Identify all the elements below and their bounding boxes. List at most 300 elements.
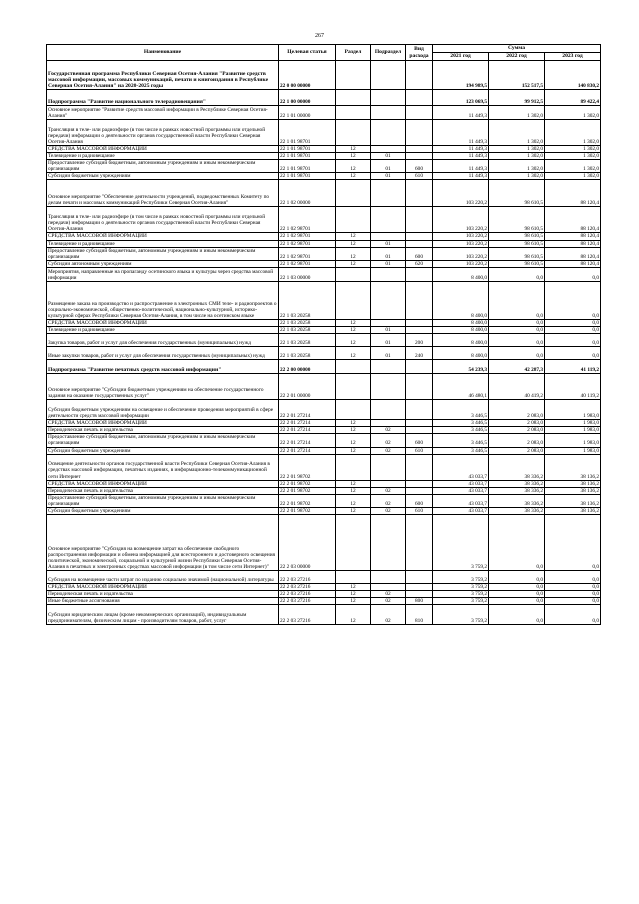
cell-expense-type bbox=[406, 427, 433, 434]
cell-2022: 38 336,2 bbox=[489, 487, 545, 494]
cell-target: 22 2 01 27214 bbox=[279, 420, 336, 427]
cell-name: Подпрограмма "Развитие печатных средств массовой информации" bbox=[47, 360, 279, 374]
cell-2022: 2 083,0 bbox=[489, 447, 545, 454]
cell-name: Субсидии юридическим лицам (кроме некоммерческих организаций), индивидуальным предпринимателям, физическим лицам - производителям товаров, работ, услуг bbox=[47, 605, 279, 625]
cell-name: Периодическая печать и издательства bbox=[47, 427, 279, 434]
cell-2021: 103 220,2 bbox=[433, 233, 489, 240]
cell-expense-type bbox=[406, 400, 433, 420]
cell-name: Телевидение и радиовещание bbox=[47, 153, 279, 160]
cell-expense-type: 200 bbox=[406, 334, 433, 347]
table-row bbox=[47, 494, 601, 507]
cell-subsection: 02 bbox=[371, 598, 406, 605]
cell-name: СРЕДСТВА МАССОВОЙ ИНФОРМАЦИИ bbox=[47, 146, 279, 153]
cell-section: 12 bbox=[336, 247, 371, 260]
cell-2021: 8 400,0 bbox=[433, 327, 489, 334]
cell-section bbox=[336, 281, 371, 319]
cell-2021: 11 449,3 bbox=[433, 160, 489, 173]
cell-name: СРЕДСТВА МАССОВОЙ ИНФОРМАЦИИ bbox=[47, 480, 279, 487]
cell-target: 22 2 01 98702 bbox=[279, 487, 336, 494]
cell-name: Государственная программа Республики Северная Осетия-Алания "Развитие средств массовой информации, массовых коммуникаций, печати и книгоиздания в Республике Северная Осетия-Алания" на 2020-2025 годы bbox=[47, 61, 279, 90]
cell-subsection bbox=[371, 267, 406, 281]
cell-subsection: 01 bbox=[371, 347, 406, 360]
table-row bbox=[47, 400, 601, 420]
cell-expense-type bbox=[406, 374, 433, 400]
table-row bbox=[47, 427, 601, 434]
cell-2021: 43 033,7 bbox=[433, 507, 489, 514]
cell-subsection: 01 bbox=[371, 260, 406, 267]
cell-2021: 3 759,2 bbox=[433, 571, 489, 584]
cell-target: 22 2 01 98702 bbox=[279, 480, 336, 487]
cell-name: Субсидия на возмещение части затрат по изданию социально значимой (национальной) литературы bbox=[47, 571, 279, 584]
table-row bbox=[47, 240, 601, 247]
cell-2021: 8 400,0 bbox=[433, 347, 489, 360]
cell-name: Основное мероприятие "Обеспечение деятельности учреждений, подведомственных Комитету по делам печати и массовых коммуникаций Республики Северная Осетия-Алания" bbox=[47, 180, 279, 207]
cell-target: 22 1 02 98701 bbox=[279, 260, 336, 267]
table-row bbox=[47, 207, 601, 233]
cell-target: 22 1 01 98701 bbox=[279, 120, 336, 146]
cell-target: 22 2 03 00000 bbox=[279, 515, 336, 571]
cell-name: Субсидии бюджетным учреждениям bbox=[47, 447, 279, 454]
table-row bbox=[47, 591, 601, 598]
cell-2022: 1 302,0 bbox=[489, 153, 545, 160]
cell-2022: 98 610,5 bbox=[489, 240, 545, 247]
cell-expense-type bbox=[406, 360, 433, 374]
cell-target: 22 1 01 98701 bbox=[279, 153, 336, 160]
cell-2021: 43 033,7 bbox=[433, 480, 489, 487]
cell-section: 12 bbox=[336, 591, 371, 598]
table-row bbox=[47, 374, 601, 400]
table-row bbox=[47, 173, 601, 180]
cell-subsection: 02 bbox=[371, 434, 406, 447]
cell-2023: 1 302,0 bbox=[545, 120, 601, 146]
cell-2023: 1 983,0 bbox=[545, 420, 601, 427]
cell-name: Иные бюджетные ассигнования bbox=[47, 598, 279, 605]
header-subsection: Подраздел bbox=[371, 45, 406, 61]
cell-name: СРЕДСТВА МАССОВОЙ ИНФОРМАЦИИ bbox=[47, 319, 279, 326]
header-2022: 2022 год bbox=[489, 53, 545, 61]
cell-target: 22 2 01 00000 bbox=[279, 374, 336, 400]
cell-subsection bbox=[371, 281, 406, 319]
header-expense-type: Вид расхода bbox=[406, 45, 433, 61]
cell-target: 22 2 01 27214 bbox=[279, 427, 336, 434]
cell-expense-type bbox=[406, 515, 433, 571]
cell-2023: 1 983,0 bbox=[545, 434, 601, 447]
cell-2022: 0,0 bbox=[489, 598, 545, 605]
cell-name: Подпрограмма "Развитие национального телерадиовещания" bbox=[47, 90, 279, 106]
cell-2021: 3 759,2 bbox=[433, 598, 489, 605]
cell-name: Основное мероприятие "Развитие средств массовой информации в Республике Северная Осетия-Алания" bbox=[47, 106, 279, 120]
cell-2023: 1 302,0 bbox=[545, 106, 601, 120]
cell-expense-type bbox=[406, 207, 433, 233]
cell-target: 22 1 02 00000 bbox=[279, 180, 336, 207]
cell-section bbox=[336, 360, 371, 374]
cell-section bbox=[336, 120, 371, 146]
cell-section: 12 bbox=[336, 605, 371, 625]
cell-2023: 0,0 bbox=[545, 571, 601, 584]
cell-target: 22 1 03 20258 bbox=[279, 347, 336, 360]
cell-target: 22 1 02 98701 bbox=[279, 240, 336, 247]
cell-2022: 2 083,0 bbox=[489, 420, 545, 427]
table-row bbox=[47, 281, 601, 319]
cell-2022: 98 610,5 bbox=[489, 247, 545, 260]
cell-section bbox=[336, 454, 371, 480]
cell-section: 12 bbox=[336, 420, 371, 427]
cell-name: СРЕДСТВА МАССОВОЙ ИНФОРМАЦИИ bbox=[47, 584, 279, 591]
table-row bbox=[47, 334, 601, 347]
cell-subsection bbox=[371, 374, 406, 400]
cell-2021: 43 033,7 bbox=[433, 454, 489, 480]
cell-2021: 103 220,2 bbox=[433, 240, 489, 247]
cell-subsection bbox=[371, 360, 406, 374]
cell-2023: 0,0 bbox=[545, 584, 601, 591]
cell-2022: 2 083,0 bbox=[489, 434, 545, 447]
table-row bbox=[47, 233, 601, 240]
cell-section bbox=[336, 106, 371, 120]
cell-subsection bbox=[371, 571, 406, 584]
cell-2022: 1 302,0 bbox=[489, 160, 545, 173]
cell-subsection: 01 bbox=[371, 160, 406, 173]
cell-2023: 0,0 bbox=[545, 327, 601, 334]
cell-section: 12 bbox=[336, 153, 371, 160]
cell-target: 22 2 03 27216 bbox=[279, 571, 336, 584]
cell-2021: 11 449,3 bbox=[433, 173, 489, 180]
cell-2021: 11 449,3 bbox=[433, 146, 489, 153]
cell-section: 12 bbox=[336, 347, 371, 360]
cell-name: Иные закупки товаров, работ и услуг для обеспечения государственных (муниципальных) нужд bbox=[47, 347, 279, 360]
table-row bbox=[47, 420, 601, 427]
table-row bbox=[47, 584, 601, 591]
cell-target: 22 2 01 98702 bbox=[279, 454, 336, 480]
header-section: Раздел bbox=[336, 45, 371, 61]
cell-expense-type bbox=[406, 90, 433, 106]
cell-target: 22 1 02 98701 bbox=[279, 233, 336, 240]
table-row bbox=[47, 146, 601, 153]
cell-2023: 40 119,2 bbox=[545, 374, 601, 400]
cell-2021: 11 449,3 bbox=[433, 120, 489, 146]
cell-2023: 38 136,2 bbox=[545, 454, 601, 480]
table-row bbox=[47, 61, 601, 90]
header-2021: 2021 год bbox=[433, 53, 489, 61]
cell-name: Субсидии бюджетным учреждениям bbox=[47, 507, 279, 514]
cell-2021: 3 446,5 bbox=[433, 400, 489, 420]
cell-2022: 0,0 bbox=[489, 571, 545, 584]
cell-2021: 103 220,2 bbox=[433, 260, 489, 267]
cell-expense-type bbox=[406, 454, 433, 480]
cell-subsection bbox=[371, 207, 406, 233]
cell-2022: 98 610,5 bbox=[489, 233, 545, 240]
cell-2021: 11 449,3 bbox=[433, 153, 489, 160]
cell-subsection bbox=[371, 319, 406, 326]
table-row bbox=[47, 360, 601, 374]
cell-expense-type: 600 bbox=[406, 160, 433, 173]
cell-2022: 40 419,2 bbox=[489, 374, 545, 400]
cell-2021: 103 220,2 bbox=[433, 207, 489, 233]
cell-section: 12 bbox=[336, 494, 371, 507]
cell-expense-type bbox=[406, 180, 433, 207]
table-row bbox=[47, 605, 601, 625]
cell-subsection bbox=[371, 400, 406, 420]
cell-subsection: 02 bbox=[371, 605, 406, 625]
cell-name: Предоставление субсидий бюджетным, автономным учреждениям и иным некоммерческим организациям bbox=[47, 247, 279, 260]
cell-target: 22 2 03 27216 bbox=[279, 591, 336, 598]
cell-2022: 0,0 bbox=[489, 605, 545, 625]
cell-expense-type: 240 bbox=[406, 347, 433, 360]
cell-expense-type bbox=[406, 146, 433, 153]
cell-expense-type: 610 bbox=[406, 173, 433, 180]
cell-target: 22 1 02 98701 bbox=[279, 207, 336, 233]
table-row bbox=[47, 247, 601, 260]
cell-2021: 43 033,7 bbox=[433, 494, 489, 507]
cell-expense-type bbox=[406, 319, 433, 326]
cell-subsection: 01 bbox=[371, 247, 406, 260]
cell-expense-type bbox=[406, 591, 433, 598]
cell-name: Телевидение и радиовещание bbox=[47, 240, 279, 247]
table-row bbox=[47, 347, 601, 360]
table-row bbox=[47, 319, 601, 326]
cell-2023: 41 119,2 bbox=[545, 360, 601, 374]
cell-section bbox=[336, 374, 371, 400]
cell-target: 22 1 02 98701 bbox=[279, 247, 336, 260]
cell-name: Закупка товаров, работ и услуг для обеспечения государственных (муниципальных) нужд bbox=[47, 334, 279, 347]
cell-subsection: 01 bbox=[371, 240, 406, 247]
cell-expense-type bbox=[406, 267, 433, 281]
cell-2021: 8 400,0 bbox=[433, 267, 489, 281]
table-row bbox=[47, 598, 601, 605]
cell-2023: 0,0 bbox=[545, 515, 601, 571]
cell-section bbox=[336, 267, 371, 281]
cell-subsection: 02 bbox=[371, 507, 406, 514]
cell-section bbox=[336, 207, 371, 233]
cell-2022: 98 610,5 bbox=[489, 180, 545, 207]
cell-section bbox=[336, 400, 371, 420]
cell-2021: 3 446,5 bbox=[433, 434, 489, 447]
cell-expense-type bbox=[406, 106, 433, 120]
cell-section: 12 bbox=[336, 427, 371, 434]
cell-subsection bbox=[371, 515, 406, 571]
cell-expense-type bbox=[406, 571, 433, 584]
cell-name: Предоставление субсидий бюджетным, автономным учреждениям и иным некоммерческим организациям bbox=[47, 494, 279, 507]
cell-2021: 123 069,5 bbox=[433, 90, 489, 106]
cell-2023: 88 120,4 bbox=[545, 260, 601, 267]
cell-2023: 0,0 bbox=[545, 605, 601, 625]
cell-2022: 0,0 bbox=[489, 281, 545, 319]
cell-2022: 38 336,2 bbox=[489, 480, 545, 487]
table-row bbox=[47, 571, 601, 584]
cell-section bbox=[336, 571, 371, 584]
table-row bbox=[47, 480, 601, 487]
cell-2022: 1 302,0 bbox=[489, 120, 545, 146]
cell-target: 22 2 01 27214 bbox=[279, 400, 336, 420]
cell-name: Основное мероприятие "Субсидия на возмещение затрат на обеспечение свободного распространения информации и обмена информацией для всестороннего и достоверного освещения политической, экономической, социальной и культурной жизни Республики Северная Осетия-Алания в печатных и электронных средствах массовой информации (в том числе сети Интернет)" bbox=[47, 515, 279, 571]
cell-2021: 3 446,5 bbox=[433, 427, 489, 434]
header-2023: 2023 год bbox=[545, 53, 601, 61]
cell-2022: 1 302,0 bbox=[489, 146, 545, 153]
cell-2023: 0,0 bbox=[545, 334, 601, 347]
cell-2022: 42 287,3 bbox=[489, 360, 545, 374]
cell-subsection: 02 bbox=[371, 427, 406, 434]
cell-2022: 0,0 bbox=[489, 591, 545, 598]
cell-subsection bbox=[371, 420, 406, 427]
cell-expense-type: 600 bbox=[406, 247, 433, 260]
cell-expense-type: 810 bbox=[406, 605, 433, 625]
cell-expense-type bbox=[406, 233, 433, 240]
table-row bbox=[47, 260, 601, 267]
cell-subsection bbox=[371, 454, 406, 480]
cell-expense-type: 600 bbox=[406, 434, 433, 447]
cell-2023: 88 120,4 bbox=[545, 240, 601, 247]
cell-section: 12 bbox=[336, 584, 371, 591]
cell-2021: 3 759,2 bbox=[433, 515, 489, 571]
cell-subsection bbox=[371, 146, 406, 153]
cell-2021: 3 759,2 bbox=[433, 591, 489, 598]
cell-expense-type bbox=[406, 240, 433, 247]
page-number: 267 bbox=[315, 33, 324, 39]
cell-section: 12 bbox=[336, 434, 371, 447]
cell-expense-type bbox=[406, 480, 433, 487]
cell-2022: 38 336,2 bbox=[489, 454, 545, 480]
cell-expense-type bbox=[406, 120, 433, 146]
cell-name: Предоставление субсидий бюджетным, автономным учреждениям и иным некоммерческим организациям bbox=[47, 434, 279, 447]
cell-target: 22 2 01 27214 bbox=[279, 434, 336, 447]
table-row bbox=[47, 153, 601, 160]
cell-2021: 3 759,2 bbox=[433, 584, 489, 591]
cell-2021: 8 400,0 bbox=[433, 281, 489, 319]
cell-section: 12 bbox=[336, 480, 371, 487]
table-row bbox=[47, 507, 601, 514]
cell-target: 22 1 01 00000 bbox=[279, 106, 336, 120]
cell-name: Размещение заказа на производство и распространение в электронных СМИ теле- и радиопроектов о социально-экономической, общественно-политической, национально-культурной, историко-культурной сферах Республики Северная Осетия-Алания, в том числе на осетинском языке bbox=[47, 281, 279, 319]
cell-2021: 46 480,1 bbox=[433, 374, 489, 400]
cell-name: Освещение деятельности органов государственной власти Республики Северная Осетия-Алания в средствах массовой информации, печатных изданиях, в информационно-телекоммуникационной сети Интернет bbox=[47, 454, 279, 480]
table-row bbox=[47, 327, 601, 334]
cell-target: 22 1 01 98701 bbox=[279, 146, 336, 153]
cell-2021: 3 759,2 bbox=[433, 605, 489, 625]
cell-subsection: 01 bbox=[371, 153, 406, 160]
cell-2022: 98 610,5 bbox=[489, 207, 545, 233]
cell-name: СРЕДСТВА МАССОВОЙ ИНФОРМАЦИИ bbox=[47, 420, 279, 427]
cell-expense-type bbox=[406, 584, 433, 591]
cell-subsection bbox=[371, 120, 406, 146]
cell-target: 22 1 00 00000 bbox=[279, 90, 336, 106]
cell-section: 12 bbox=[336, 173, 371, 180]
cell-target: 22 1 03 00000 bbox=[279, 267, 336, 281]
cell-section: 12 bbox=[336, 598, 371, 605]
cell-name: Субсидии бюджетным учреждениям bbox=[47, 173, 279, 180]
cell-subsection: 02 bbox=[371, 447, 406, 454]
cell-subsection: 02 bbox=[371, 591, 406, 598]
cell-2023: 1 983,0 bbox=[545, 447, 601, 454]
cell-target: 22 1 03 20258 bbox=[279, 319, 336, 326]
cell-expense-type bbox=[406, 153, 433, 160]
cell-target: 22 2 03 27216 bbox=[279, 584, 336, 591]
cell-expense-type: 620 bbox=[406, 260, 433, 267]
cell-2023: 1 302,0 bbox=[545, 160, 601, 173]
cell-section bbox=[336, 61, 371, 90]
table-row bbox=[47, 180, 601, 207]
cell-name: Трансляция в теле- или радиоэфире (в том числе в рамках новостной программы или отдельной передачи) информации о деятельности органов государственной власти Республики Северная Осетия-Алания bbox=[47, 207, 279, 233]
cell-target: 22 2 03 27216 bbox=[279, 598, 336, 605]
cell-section: 12 bbox=[336, 447, 371, 454]
cell-2021: 194 989,5 bbox=[433, 61, 489, 90]
cell-2021: 103 220,2 bbox=[433, 180, 489, 207]
cell-2023: 0,0 bbox=[545, 281, 601, 319]
cell-section: 12 bbox=[336, 487, 371, 494]
cell-2023: 88 120,4 bbox=[545, 180, 601, 207]
cell-2021: 43 033,7 bbox=[433, 487, 489, 494]
cell-section: 12 bbox=[336, 334, 371, 347]
cell-2022: 0,0 bbox=[489, 334, 545, 347]
cell-subsection: 01 bbox=[371, 173, 406, 180]
table-row bbox=[47, 90, 601, 106]
cell-subsection: 01 bbox=[371, 334, 406, 347]
table-row bbox=[47, 267, 601, 281]
header-sum: Сумма bbox=[433, 45, 601, 53]
header-name: Наименование bbox=[47, 45, 279, 61]
cell-target: 22 1 03 20258 bbox=[279, 334, 336, 347]
cell-2023: 88 120,4 bbox=[545, 233, 601, 240]
cell-section: 12 bbox=[336, 160, 371, 173]
cell-expense-type bbox=[406, 281, 433, 319]
cell-2022: 0,0 bbox=[489, 347, 545, 360]
cell-expense-type: 600 bbox=[406, 494, 433, 507]
cell-expense-type bbox=[406, 61, 433, 90]
cell-2022: 2 083,0 bbox=[489, 400, 545, 420]
cell-target: 22 2 01 27214 bbox=[279, 447, 336, 454]
cell-2022: 1 302,0 bbox=[489, 173, 545, 180]
cell-section bbox=[336, 180, 371, 207]
table-body bbox=[47, 61, 601, 625]
cell-subsection bbox=[371, 180, 406, 207]
table-row bbox=[47, 454, 601, 480]
cell-expense-type bbox=[406, 420, 433, 427]
cell-2021: 3 446,5 bbox=[433, 420, 489, 427]
cell-2023: 88 120,4 bbox=[545, 247, 601, 260]
cell-2021: 8 400,0 bbox=[433, 319, 489, 326]
cell-2022: 0,0 bbox=[489, 267, 545, 281]
cell-subsection: 02 bbox=[371, 494, 406, 507]
cell-2022: 1 302,0 bbox=[489, 106, 545, 120]
cell-section: 12 bbox=[336, 240, 371, 247]
cell-section bbox=[336, 515, 371, 571]
cell-2021: 11 449,3 bbox=[433, 106, 489, 120]
cell-subsection: 01 bbox=[371, 327, 406, 334]
cell-expense-type: 610 bbox=[406, 507, 433, 514]
cell-2022: 38 336,2 bbox=[489, 494, 545, 507]
cell-2023: 0,0 bbox=[545, 598, 601, 605]
cell-2023: 38 136,2 bbox=[545, 480, 601, 487]
cell-section: 12 bbox=[336, 233, 371, 240]
cell-2022: 38 336,2 bbox=[489, 507, 545, 514]
cell-name: Субсидии бюджетным учреждениям на освещение и обеспечение проведения мероприятий в сфере деятельности средств массовой информации bbox=[47, 400, 279, 420]
cell-subsection bbox=[371, 584, 406, 591]
cell-section: 12 bbox=[336, 507, 371, 514]
cell-name: Мероприятия, направленные на пропаганду осетинского языка и культуры через средства массовой информации bbox=[47, 267, 279, 281]
cell-target: 22 1 01 98701 bbox=[279, 160, 336, 173]
cell-2023: 38 136,2 bbox=[545, 487, 601, 494]
cell-subsection bbox=[371, 233, 406, 240]
cell-2023: 0,0 bbox=[545, 267, 601, 281]
budget-table bbox=[46, 44, 601, 625]
cell-2022: 0,0 bbox=[489, 584, 545, 591]
cell-target: 22 2 01 98702 bbox=[279, 507, 336, 514]
cell-name: Периодическая печать и издательства bbox=[47, 591, 279, 598]
cell-target: 22 1 03 20258 bbox=[279, 327, 336, 334]
table-row bbox=[47, 515, 601, 571]
cell-name: СРЕДСТВА МАССОВОЙ ИНФОРМАЦИИ bbox=[47, 233, 279, 240]
cell-name: Предоставление субсидий бюджетным, автономным учреждениям и иным некоммерческим организациям bbox=[47, 160, 279, 173]
cell-name: Трансляция в теле- или радиоэфире (в том числе в рамках новостной программы или отдельной передачи) информации о деятельности органов государственной власти Республики Северная Осетия-Алания bbox=[47, 120, 279, 146]
cell-name: Основное мероприятие "Субсидии бюджетным учреждениям на обеспечение государственного задания на оказание государственных услуг" bbox=[47, 374, 279, 400]
